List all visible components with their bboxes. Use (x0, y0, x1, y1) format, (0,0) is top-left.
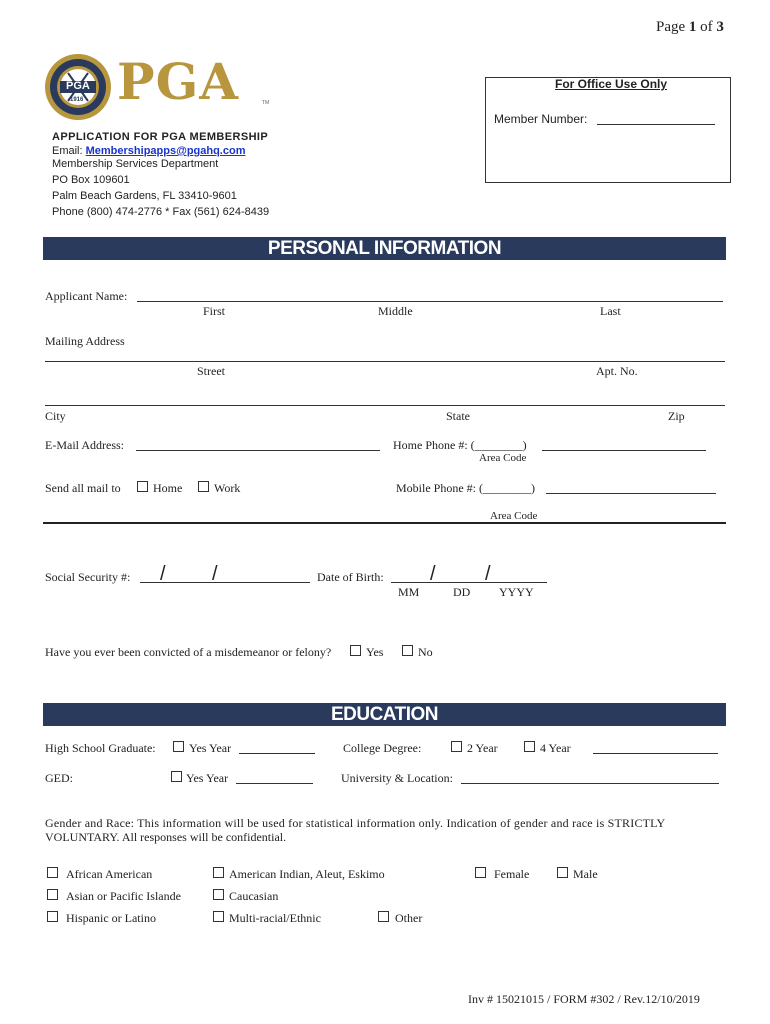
street-caption: Street (197, 364, 225, 378)
email-label: Email: (52, 145, 83, 157)
form-footer: Inv # 15021015 / FORM #302 / Rev.12/10/2019 (468, 992, 700, 1006)
dob-slash-2: / (485, 563, 491, 585)
demographics-note-line2: VOLUNTARY. All responses will be confidential. (45, 830, 287, 844)
ged-yes-checkbox[interactable] (171, 771, 182, 782)
ssn-label: Social Security #: (45, 570, 131, 584)
city-state-zip-field[interactable] (45, 405, 725, 406)
home-phone-field[interactable] (542, 450, 706, 451)
page-current: 1 (688, 19, 697, 35)
american-indian-label: American Indian, Aleut, Eskimo (229, 867, 385, 881)
female-checkbox[interactable] (475, 867, 486, 878)
page-label: Page (656, 19, 686, 35)
seal-text: PGA (66, 80, 90, 92)
university-label: University & Location: (341, 771, 453, 785)
four-year-label: 4 Year (540, 741, 571, 755)
male-label: Male (573, 867, 598, 881)
other-checkbox[interactable] (378, 911, 389, 922)
hispanic-checkbox[interactable] (47, 911, 58, 922)
page-of: of (700, 19, 713, 35)
conviction-question: Have you ever been convicted of a misdemeanor or felony? (45, 645, 332, 659)
trademark: TM (262, 100, 270, 106)
two-year-checkbox[interactable] (451, 741, 462, 752)
two-year-label: 2 Year (467, 741, 498, 755)
four-year-checkbox[interactable] (524, 741, 535, 752)
dob-field[interactable] (391, 582, 547, 583)
work-mail-label: Work (214, 481, 241, 495)
african-american-label: African American (66, 867, 153, 881)
applicant-name-label: Applicant Name: (45, 289, 128, 303)
page-total: 3 (716, 19, 724, 35)
high-school-yes-checkbox[interactable] (173, 741, 184, 752)
asian-label: Asian or Pacific Islande (66, 889, 181, 903)
home-phone-label: Home Phone #: (________) (393, 438, 527, 452)
application-title: APPLICATION FOR PGA MEMBERSHIP (52, 131, 269, 143)
high-school-year-field[interactable] (239, 753, 315, 754)
education-heading: EDUCATION (43, 703, 726, 726)
last-name-caption: Last (600, 304, 621, 318)
dob-label: Date of Birth: (317, 570, 384, 584)
pga-wordmark: PGA (117, 52, 240, 111)
city-caption: City (45, 409, 66, 423)
middle-name-caption: Middle (378, 304, 413, 318)
ged-year-field[interactable] (236, 783, 313, 784)
department: Membership Services Department (52, 158, 219, 170)
page-number (656, 19, 724, 36)
dob-slash-1: / (430, 563, 436, 585)
caucasian-checkbox[interactable] (213, 889, 224, 900)
header-email-line (52, 145, 246, 157)
mobile-area-code-caption: Area Code (490, 510, 538, 522)
email-address-field[interactable] (136, 450, 380, 451)
office-use-title: For Office Use Only (555, 77, 668, 91)
caucasian-label: Caucasian (229, 889, 279, 903)
first-name-caption: First (203, 304, 226, 318)
ssn-slash-1: / (160, 563, 166, 585)
seal-year: 1916 (70, 97, 84, 103)
mobile-phone-field[interactable] (546, 493, 716, 494)
personal-info-heading: PERSONAL INFORMATION (43, 237, 726, 260)
college-degree-label: College Degree: (343, 741, 422, 755)
asian-checkbox[interactable] (47, 889, 58, 900)
multiracial-label: Multi-racial/Ethnic (229, 911, 321, 925)
section-divider (43, 522, 726, 524)
applicant-name-field[interactable] (137, 301, 723, 302)
male-checkbox[interactable] (557, 867, 568, 878)
other-label: Other (395, 911, 423, 925)
state-caption: State (446, 409, 470, 423)
university-field[interactable] (461, 783, 719, 784)
membership-email-link[interactable]: Membershipapps@pgahq.com (85, 145, 246, 157)
member-number-field[interactable] (597, 124, 715, 125)
city-address: Palm Beach Gardens, FL 33410-9601 (52, 190, 237, 202)
female-label: Female (494, 867, 530, 881)
email-address-label: E-Mail Address: (45, 438, 124, 452)
pga-seal-logo (44, 53, 112, 121)
home-mail-checkbox[interactable] (137, 481, 148, 492)
phone-fax: Phone (800) 474-2776 * Fax (561) 624-8439 (52, 206, 270, 218)
african-american-checkbox[interactable] (47, 867, 58, 878)
conviction-yes-label: Yes (366, 645, 384, 659)
ged-yes-label: Yes Year (186, 771, 229, 785)
conviction-no-label: No (418, 645, 433, 659)
send-mail-label: Send all mail to (45, 481, 121, 495)
dob-mm-caption: MM (398, 585, 420, 599)
american-indian-checkbox[interactable] (213, 867, 224, 878)
mailing-address-label: Mailing Address (45, 334, 125, 348)
home-mail-label: Home (153, 481, 183, 495)
street-field[interactable] (45, 361, 725, 362)
home-area-code-caption: Area Code (479, 452, 527, 464)
zip-caption: Zip (668, 409, 685, 423)
apt-caption: Apt. No. (596, 364, 638, 378)
hispanic-label: Hispanic or Latino (66, 911, 156, 925)
conviction-yes-checkbox[interactable] (350, 645, 361, 656)
mobile-phone-label: Mobile Phone #: (________) (396, 481, 535, 495)
multiracial-checkbox[interactable] (213, 911, 224, 922)
high-school-label: High School Graduate: (45, 741, 156, 755)
ged-label: GED: (45, 771, 73, 785)
work-mail-checkbox[interactable] (198, 481, 209, 492)
ssn-slash-2: / (212, 563, 218, 585)
college-degree-field[interactable] (593, 753, 718, 754)
high-school-yes-label: Yes Year (189, 741, 232, 755)
member-number-label: Member Number: (494, 112, 588, 126)
po-box: PO Box 109601 (52, 174, 130, 186)
dob-dd-caption: DD (453, 585, 471, 599)
office-use-box (485, 77, 731, 183)
demographics-note-line1: Gender and Race: This information will be used for statistical information only. Indication of gender and race is STRICTLY (45, 816, 666, 830)
dob-yyyy-caption: YYYY (499, 585, 534, 599)
conviction-no-checkbox[interactable] (402, 645, 413, 656)
